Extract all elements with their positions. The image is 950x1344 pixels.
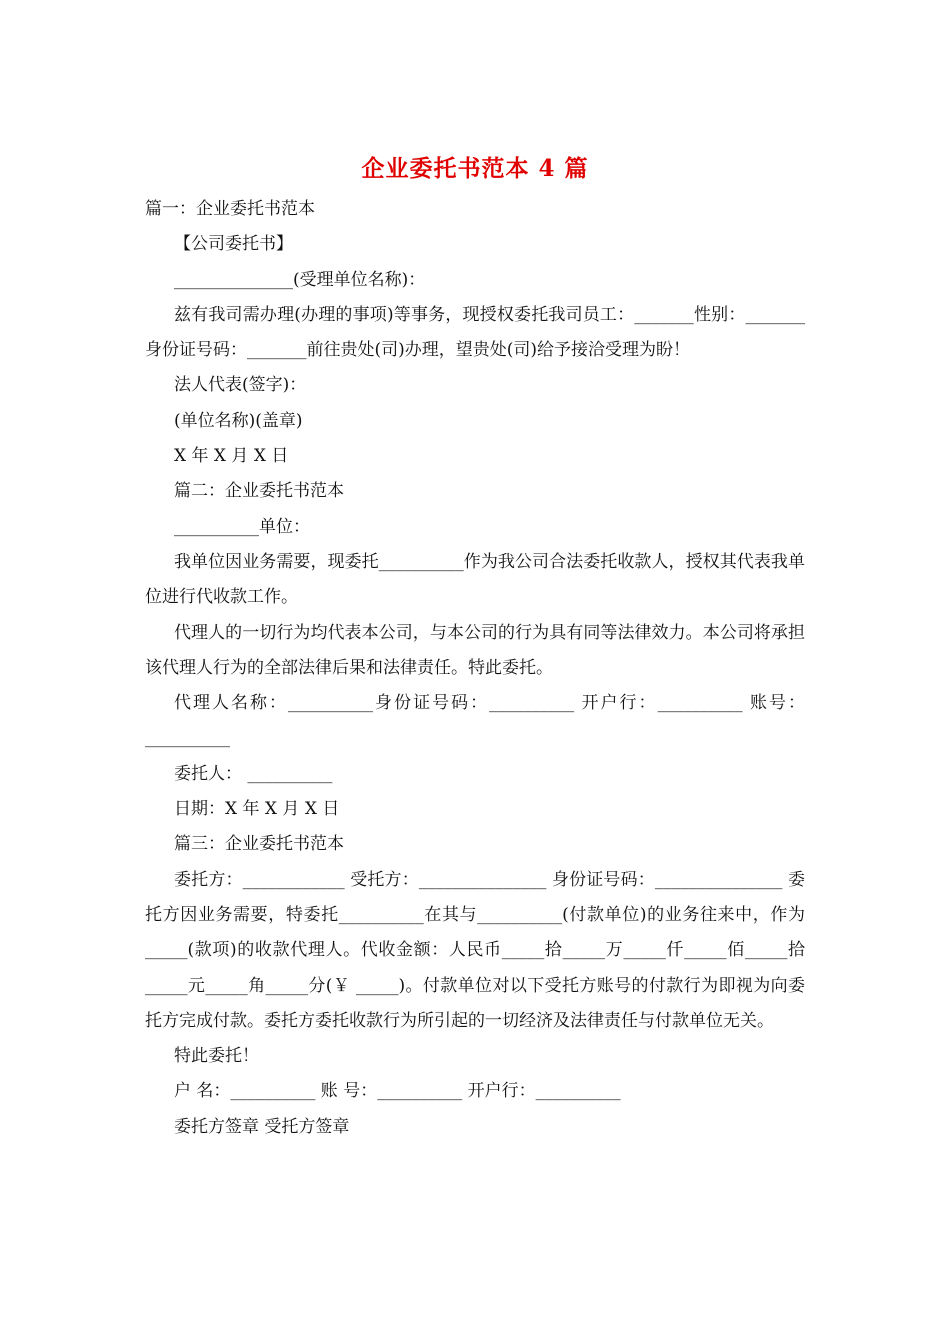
- authorization-paragraph: 兹有我司需办理(办理的事项)等事务，现授权委托我司员工：_______性别：_______身份证号码：_______前往贵处(司)办理，望贵处(司)给予接洽受理为盼！: [145, 304, 805, 361]
- letter-heading: 【公司委托书】: [174, 234, 293, 255]
- legal-effect-paragraph: 代理人的一切行为均代表本公司，与本公司的行为具有同等法律效力。本公司将承担该代理人行为的全部法律后果和法律责任。特此委托。: [145, 622, 805, 678]
- account-details-line: 户 名：__________ 账 号：__________ 开户行：__________: [174, 1081, 621, 1102]
- unit-line: __________单位：: [174, 516, 310, 537]
- principal-line: 委托人： __________: [174, 763, 333, 784]
- legal-representative-line: 法人代表(签字)：: [174, 375, 307, 396]
- document-title: 企业委托书范本 4 篇: [361, 155, 589, 182]
- section-three-heading: 篇三：企业委托书范本: [174, 834, 344, 855]
- signature-line: 委托方签章 受托方签章: [174, 1116, 350, 1137]
- collection-authorization-paragraph: 我单位因业务需要，现委托__________作为我公司合法委托收款人，授权其代表我单位进行代收款工作。: [145, 551, 805, 608]
- company-seal-line: (单位名称)(盖章): [174, 410, 303, 431]
- date-line-two: 日期：X 年 X 月 X 日: [174, 799, 340, 820]
- recipient-line: ______________(受理单位名称)：: [174, 269, 426, 290]
- section-one-heading: 篇一：企业委托书范本: [145, 199, 315, 219]
- agent-details-line: 代理人名称：__________身份证号码：__________ 开户行：__________ 账号：__________: [145, 693, 805, 749]
- collection-agent-paragraph: 委托方：____________ 受托方：_______________ 身份证号码：_______________ 委托方因业务需要，特委托__________在其与__________(付款单位)的业务往来中，作为_____(款项)的收款代理人。代收金额：人民币_____拾_____万_____仟_____佰_____拾_____元_____角_____分(￥ _____)。付款单位对以下受托方账号的付款行为即视为向委托方完成付款。委托方委托收款行为所引起的一切经济及法律责任与付款单位无关。: [145, 869, 805, 1031]
- section-two-heading: 篇二：企业委托书范本: [174, 481, 344, 502]
- entrustment-line: 特此委托！: [174, 1046, 259, 1067]
- date-line: X 年 X 月 X 日: [174, 446, 289, 467]
- document-body: [145, 192, 805, 1145]
